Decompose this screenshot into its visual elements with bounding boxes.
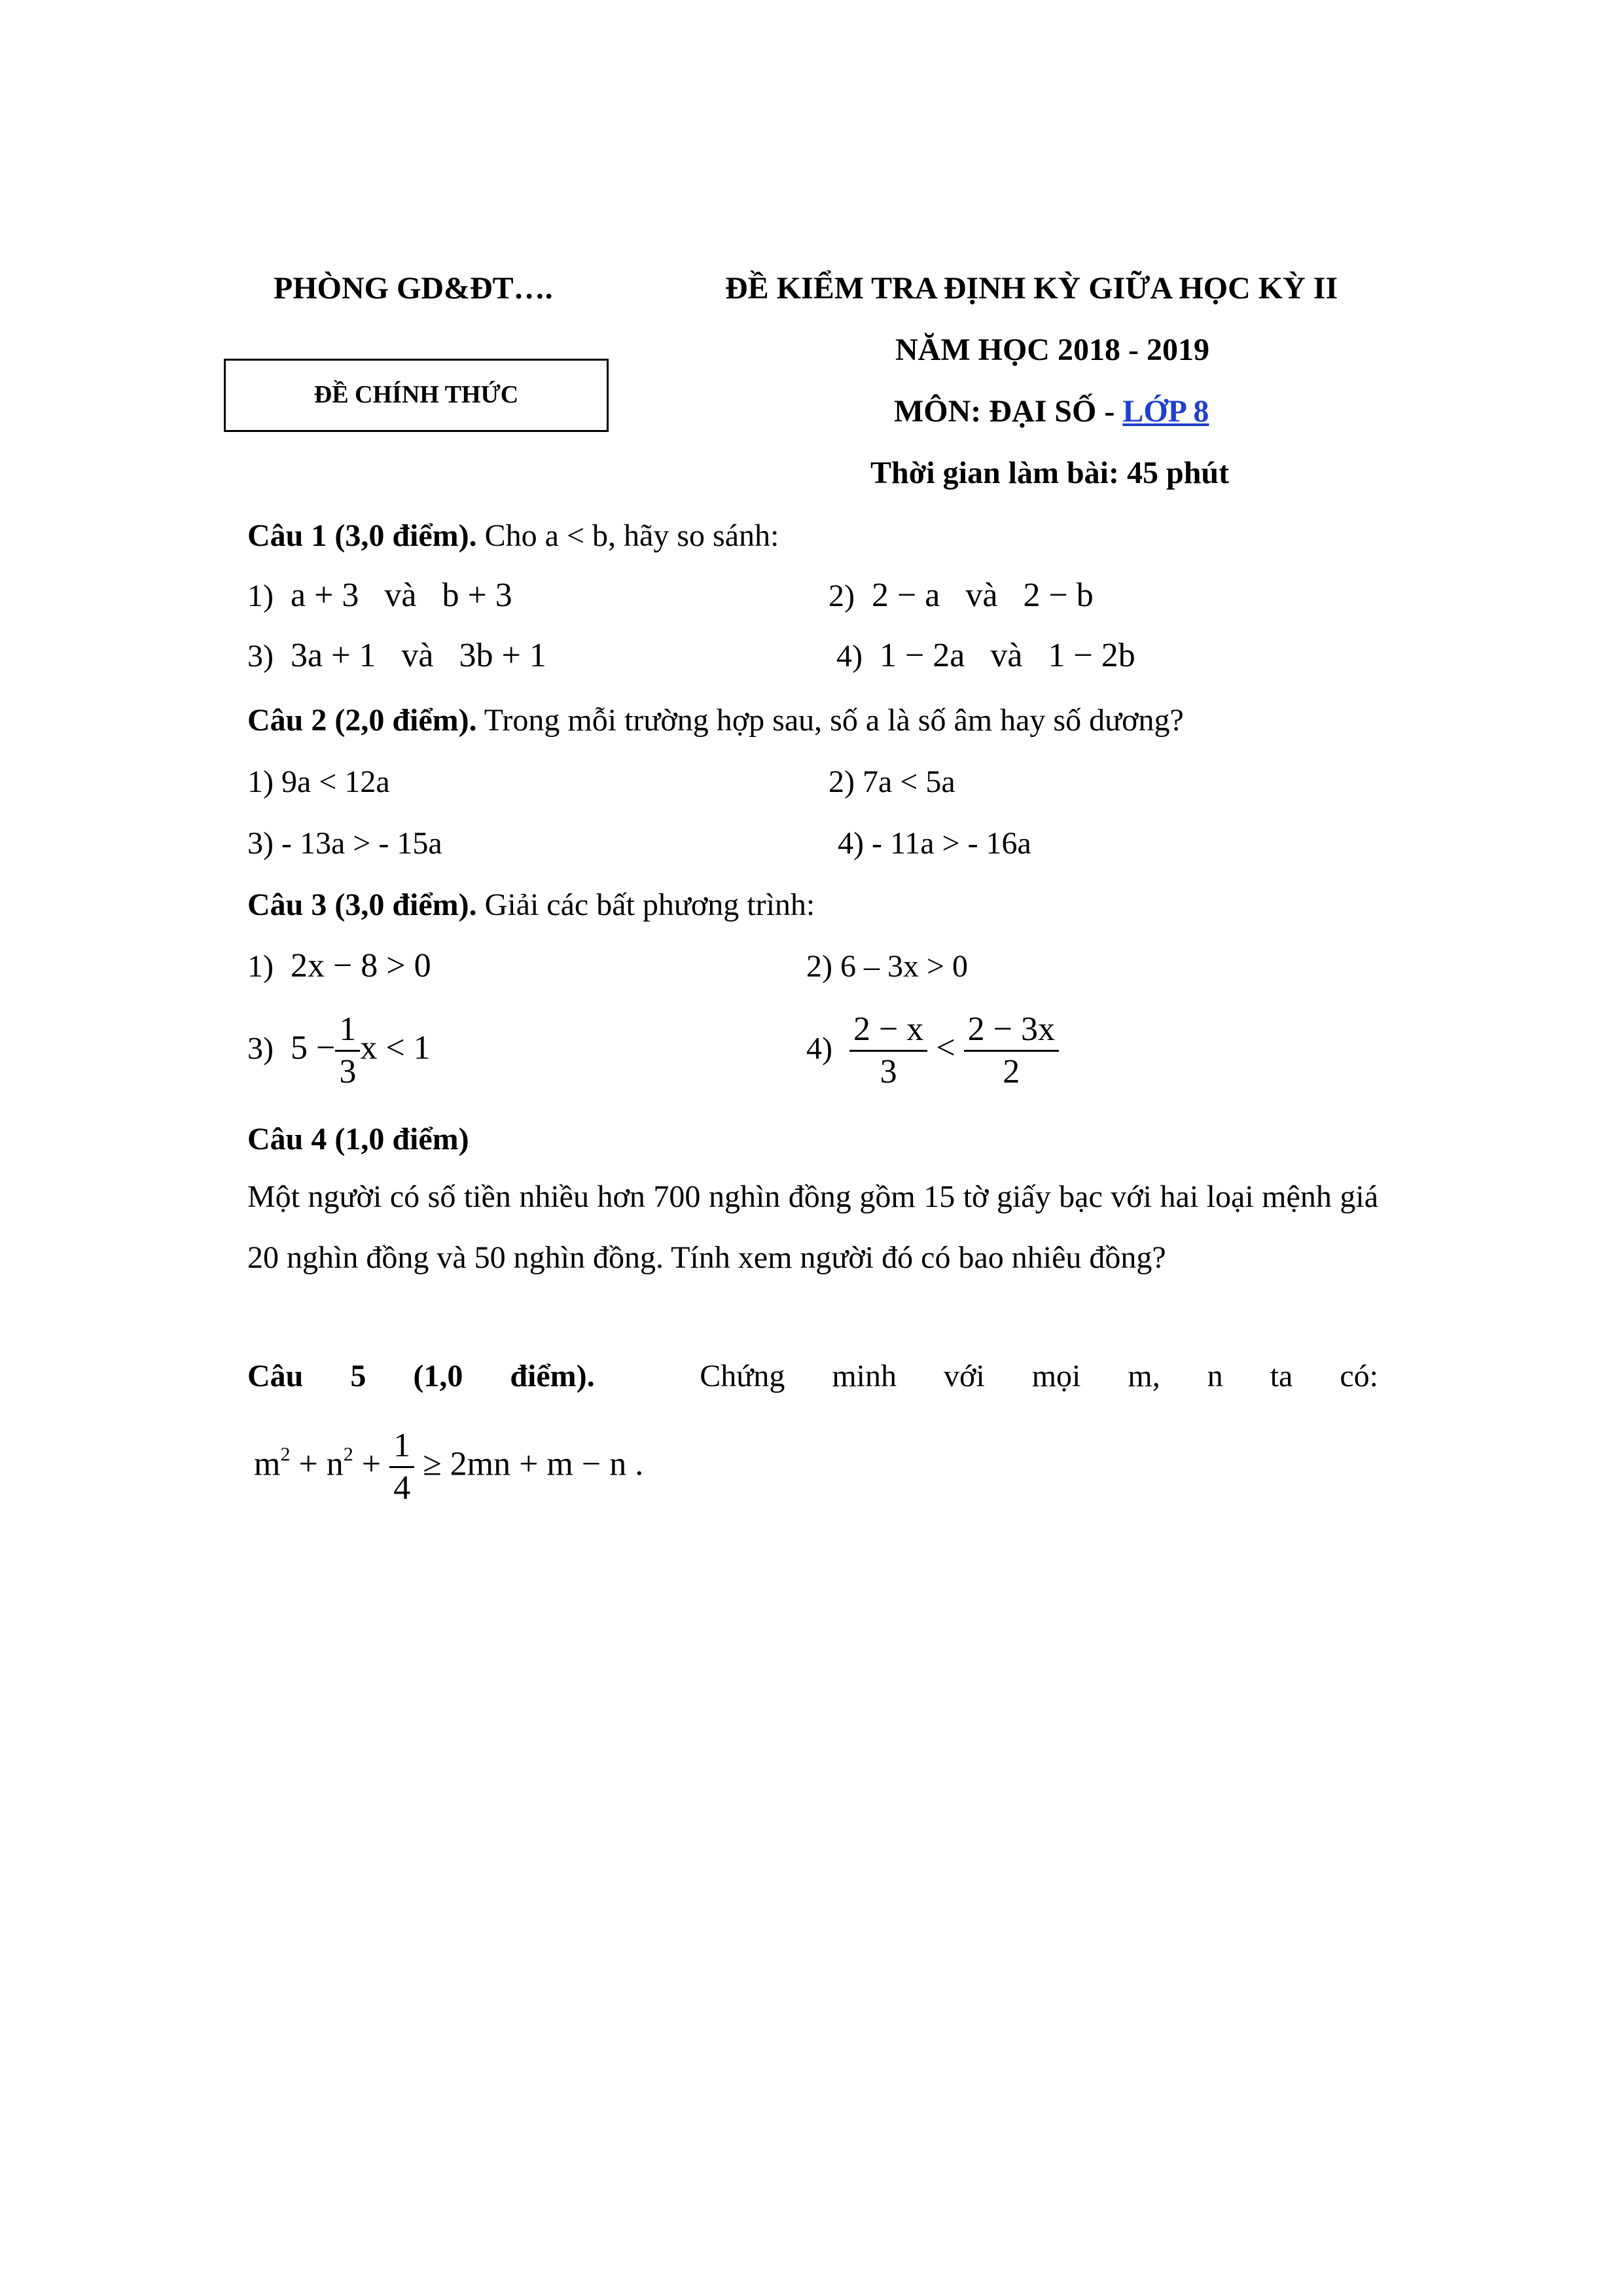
exam-title: ĐỀ KIỂM TRA ĐỊNH KỲ GIỮA HỌC KỲ II [725, 271, 1338, 306]
q1-text: Cho a < b, hãy so sánh: [476, 518, 779, 553]
q2-item-1: 1) 9a < 12a [247, 764, 390, 799]
q1-item-4 [836, 636, 1135, 675]
q5-heading [247, 1357, 1378, 1395]
q5-rhs: ≥ 2mn + m − n . [414, 1445, 644, 1483]
q1-item-2-expr: 2 − a và 2 − b [871, 577, 1094, 614]
q3-title: Câu 3 (3,0 điểm). [247, 888, 477, 922]
q3-heading [247, 886, 815, 924]
q3-item-1 [247, 946, 431, 986]
q3-item-3-num: 3) [247, 1031, 274, 1066]
fraction-denominator: 3 [880, 1053, 897, 1090]
q5-plus-n: + n [290, 1445, 344, 1483]
fraction-numerator: 1 [389, 1426, 414, 1468]
q1-item-3 [247, 636, 546, 675]
fraction-denominator: 4 [393, 1469, 411, 1507]
fraction-numerator: 1 [335, 1009, 360, 1052]
q5-inequality [254, 1426, 643, 1509]
q3-item-4-fraction-right [964, 1009, 1059, 1092]
q1-item-2-num: 2) [829, 579, 855, 613]
q3-item-3-post: x < 1 [360, 1029, 431, 1067]
q5-n-exponent: 2 [343, 1443, 353, 1465]
grade-link[interactable]: LỚP 8 [1122, 394, 1209, 429]
q2-item-4: 4) - 11a > - 16a [838, 826, 1031, 861]
q2-item-2: 2) 7a < 5a [829, 764, 955, 799]
q1-item-1-expr: a + 3 và b + 3 [290, 577, 512, 614]
q1-item-4-num: 4) [836, 639, 863, 673]
fraction-denominator: 3 [339, 1053, 357, 1090]
q3-item-4-fraction-left [849, 1009, 927, 1092]
fraction-numerator: 2 − x [849, 1009, 927, 1052]
q1-item-2 [829, 576, 1094, 615]
q4-title: Câu 4 (1,0 điểm) [247, 1122, 469, 1157]
duration: Thời gian làm bài: 45 phút [870, 456, 1230, 490]
q2-title: Câu 2 (2,0 điểm). [247, 703, 477, 738]
q1-item-4-expr: 1 − 2a và 1 − 2b [879, 637, 1135, 674]
q2-heading [247, 702, 1184, 740]
q3-item-3 [247, 1009, 431, 1092]
q1-title: Câu 1 (3,0 điểm). [247, 518, 477, 553]
q3-item-2: 2) 6 – 3x > 0 [806, 949, 969, 984]
q1-item-1-num: 1) [247, 579, 274, 613]
q5-m: m [254, 1445, 281, 1483]
official-exam-box [224, 359, 609, 432]
department-name: PHÒNG GD&ĐT…. [274, 271, 553, 306]
q3-item-4-num: 4) [806, 1031, 832, 1066]
official-label: ĐỀ CHÍNH THỨC [313, 381, 519, 408]
q5-m-exponent: 2 [280, 1443, 291, 1465]
q3-item-4 [806, 1009, 1059, 1092]
q3-item-1-num: 1) [247, 949, 274, 984]
subject-prefix: MÔN: ĐẠI SỐ - [894, 394, 1123, 429]
q3-item-4-operator: < [936, 1029, 955, 1067]
q5-text: Chứng minh với mọi m, n ta có: [700, 1359, 1378, 1393]
q3-item-3-fraction [335, 1009, 360, 1092]
q2-item-3: 3) - 13a > - 15a [247, 826, 442, 861]
q1-item-1 [247, 576, 512, 615]
q3-item-1-expr: 2x − 8 > 0 [290, 947, 431, 984]
q1-item-3-expr: 3a + 1 và 3b + 1 [290, 637, 546, 674]
fraction-numerator: 2 − 3x [964, 1009, 1059, 1052]
fraction-denominator: 2 [1003, 1053, 1020, 1090]
subject-line [894, 393, 1209, 431]
q1-item-3-num: 3) [247, 639, 274, 673]
q2-text: Trong mỗi trường hợp sau, số a là số âm hay số dương? [476, 703, 1184, 738]
q3-item-3-pre: 5 − [290, 1029, 336, 1067]
q5-fraction [389, 1426, 414, 1509]
school-year: NĂM HỌC 2018 - 2019 [895, 332, 1209, 367]
q5-plus: + [353, 1445, 390, 1483]
q4-text: Một người có số tiền nhiều hơn 700 nghìn đồng gồm 15 tờ giấy bạc với hai loại mệnh giá 20 nghìn đồng và 50 nghìn đồng. Tính xem người đó có bao nhiêu đồng? [247, 1179, 1378, 1275]
q5-title: Câu 5 (1,0 điểm). [247, 1359, 595, 1393]
q3-text: Giải các bất phương trình: [476, 888, 815, 922]
q1-heading [247, 517, 779, 555]
